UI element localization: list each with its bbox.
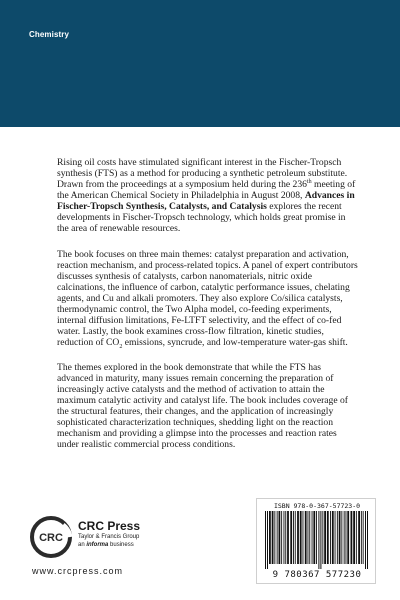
barcode-bar	[347, 511, 349, 564]
barcode-bar	[356, 511, 357, 564]
publisher-block	[78, 519, 140, 549]
barcode-bar	[327, 511, 329, 564]
barcode-bar	[344, 511, 345, 564]
barcode-bar	[267, 511, 268, 569]
barcode-bar	[351, 511, 353, 564]
barcode-bar	[358, 511, 360, 564]
barcode-bar	[353, 511, 355, 564]
category-label: Chemistry	[29, 30, 70, 39]
isbn-barcode	[256, 498, 376, 584]
barcode-bar	[365, 511, 366, 569]
publisher-note: an informa business	[78, 542, 134, 548]
barcode-bar	[346, 511, 347, 564]
barcode-bar	[339, 511, 341, 564]
barcode-bar	[285, 511, 286, 564]
barcode-bar	[274, 511, 275, 564]
barcode-bar	[313, 511, 315, 564]
barcode-bar	[269, 511, 271, 564]
barcode-bar	[305, 511, 307, 564]
barcode-bar	[332, 511, 334, 564]
crc-press-logo-icon	[30, 516, 72, 558]
barcode-bar	[290, 511, 292, 564]
barcode-bar	[284, 511, 285, 564]
barcode-bar	[279, 511, 281, 564]
description-paragraph-1: Rising oil costs have stimulated significant interest in the Fischer-Tropsch synthesis (FTS) as a method for producing a synthetic petroleum substitute. Drawn from the proceedings at a symposium held during the 236th meeting of the American Chemical Society in Philadelphia in August 2008, Advances in Fischer-Tropsch Synthesis, Catalysts, and Catalysis explores the recent developments in Fischer-Tropsch technology, which holds great promise in the area of renewable resources.	[57, 157, 356, 234]
barcode-bar	[308, 511, 309, 564]
publisher-group: Taylor & Francis Group	[78, 534, 140, 540]
barcode-bar	[297, 511, 299, 564]
barcode-bar	[309, 511, 310, 564]
barcode-bar	[335, 511, 336, 564]
barcode-bar	[367, 511, 368, 569]
barcode-bar	[272, 511, 274, 564]
barcode-bar	[312, 511, 313, 564]
barcode-bar	[277, 511, 278, 564]
barcode-bar	[322, 511, 323, 564]
barcode-bar	[303, 511, 304, 564]
barcode-bar	[316, 511, 317, 564]
barcode-digits: 9 780367 577230	[272, 570, 362, 580]
barcode-bars	[263, 511, 371, 569]
barcode-bar	[265, 511, 266, 569]
header-band	[0, 0, 400, 127]
barcode-bar	[320, 511, 321, 569]
barcode-bar	[337, 511, 338, 564]
barcode-bar	[318, 511, 319, 569]
barcode-bar	[293, 511, 294, 564]
publisher-website: www.crcpress.com	[32, 566, 124, 576]
book-title: Advances in Fischer-Tropsch Synthesis, Catalysts, and Catalysis	[57, 190, 355, 212]
publisher-name: CRC Press	[78, 519, 141, 533]
description-paragraph-3: The themes explored in the book demonstrate that while the FTS has advanced in maturity, many issues remain concerning the preparation of increasingly active catalysts and the method of activation to attain the maximum catalytic activity and catalyst life. The book includes coverage of the structural features, their changes, and the application of increasingly sophisticated characterization techniques, shedding light on the reaction mechanism and providing a glimpse into the processes and reaction rates under realistic commercial process conditions.	[57, 362, 348, 450]
isbn-label: ISBN 978-0-367-57723-0	[273, 502, 361, 510]
barcode-bar	[341, 511, 342, 564]
description-paragraph-2: The book focuses on three main themes: catalyst preparation and activation, reaction mechanism, and process-related topics. A panel of expert contributors discusses synthesis of catalysts, carbon nanomaterials, nitric oxide calcinations, the influence of carbon, catalytic performance issues, chelating agents, and Cu and alkali promoters. They also explore Co/silica catalysts, thermodynamic control, the Two Alpha model, co-feeding experiments, internal diffusion limitations, Fe-LTFT selectivity, and the effect of co-fed water. Lastly, the book examines cross-flow filtration, kinetic studies, reduction of $CO_2$ emissions, syncrude, and low-temperature water-gas shift.	[57, 249, 358, 350]
barcode-bar	[361, 511, 362, 564]
barcode-bar	[287, 511, 289, 564]
barcode-bar	[330, 511, 331, 564]
barcode-bar	[281, 511, 282, 564]
barcode-bar	[295, 511, 296, 564]
barcode-bar	[300, 511, 302, 564]
logo-text: CRC	[39, 532, 63, 544]
barcode-bar	[363, 511, 364, 564]
barcode-bar	[324, 511, 326, 564]
